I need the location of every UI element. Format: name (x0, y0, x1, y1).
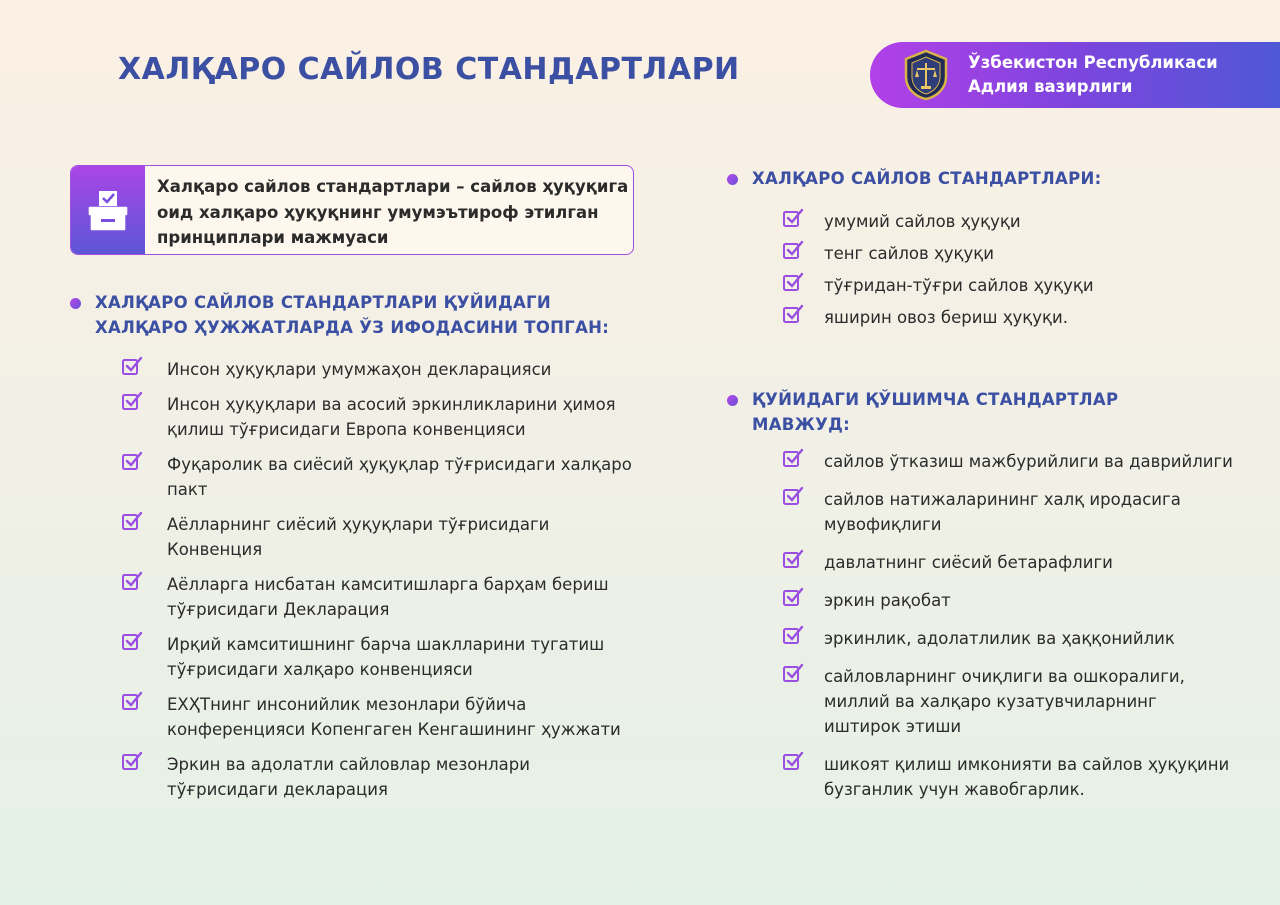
list-item (121, 632, 641, 682)
list-item (782, 449, 1237, 474)
list-item (121, 512, 641, 562)
standards-list (782, 209, 1242, 330)
list-item-text: Ирқий камситишнинг барча шаклларини тугатиш тўғрисидаги халқаро конвенцияси (167, 635, 605, 679)
checkbox-checked-icon (782, 239, 804, 261)
list-item (782, 209, 1242, 234)
list-item-text: Фуқаролик ва сиёсий ҳуқуқлар тўғрисидаги халқаро пакт (167, 455, 632, 499)
list-item-text: эркинлик, адолатлилик ва ҳаққонийлик (824, 629, 1175, 648)
list-item-text: сайловларнинг очиқлиги ва ошкоралиги, миллий ва халқаро кузатувчиларнинг иштирок этиши (824, 667, 1185, 736)
list-item (121, 752, 641, 802)
left-section-title-line1: ХАЛҚАРО САЙЛОВ СТАНДАРТЛАРИ ҚУЙИДАГИ (95, 293, 551, 312)
checkbox-checked-icon (782, 662, 804, 684)
list-item (121, 357, 641, 382)
list-item-text: Инсон ҳуқуқлари умумжаҳон декларацияси (167, 360, 552, 379)
ministry-emblem-icon (902, 49, 950, 101)
ministry-line2: Адлия вазирлиги (968, 77, 1133, 96)
list-item (121, 692, 641, 742)
checkbox-checked-icon (782, 624, 804, 646)
left-section-heading (70, 290, 609, 340)
list-item (121, 572, 641, 622)
list-item (782, 241, 1242, 266)
left-section-title-line2: ХАЛҚАРО ҲУЖЖАТЛАРДА ЎЗ ИФОДАСИНИ ТОПГАН: (95, 318, 610, 337)
list-item-text: ЕХҲТнинг инсонийлик мезонлари бўйича конференцияси Копенгаген Кенгашининг ҳужжати (167, 695, 621, 739)
ministry-banner (870, 42, 1280, 108)
bullet-dot-icon (727, 174, 738, 185)
checkbox-checked-icon (121, 390, 143, 412)
checkbox-checked-icon (782, 303, 804, 325)
list-item-text: Аёлларнинг сиёсий ҳуқуқлари тўғрисидаги Конвенция (167, 515, 550, 559)
definition-text: Халқаро сайлов стандартлари – сайлов ҳуқуқига оид халқаро ҳуқуқнинг умумэътироф этилган принциплари мажмуаси (157, 177, 629, 247)
checkbox-checked-icon (121, 750, 143, 772)
ministry-name (968, 51, 1218, 99)
page-title: ХАЛҚАРО САЙЛОВ СТАНДАРТЛАРИ (118, 52, 740, 87)
list-item (121, 392, 641, 442)
checkbox-checked-icon (121, 630, 143, 652)
list-item (782, 550, 1237, 575)
left-documents-list (121, 357, 641, 802)
ballot-box-icon (71, 166, 145, 254)
checkbox-checked-icon (121, 510, 143, 532)
checkbox-checked-icon (782, 586, 804, 608)
list-item-text: Аёлларга нисбатан камситишларга барҳам бериш тўғрисидаги Декларация (167, 575, 609, 619)
bullet-dot-icon (727, 395, 738, 406)
list-item (782, 588, 1237, 613)
checkbox-checked-icon (782, 750, 804, 772)
right-section2-heading (727, 387, 1118, 437)
list-item-text: Инсон ҳуқуқлари ва асосий эркинликларини ҳимоя қилиш тўғрисидаги Европа конвенцияси (167, 395, 616, 439)
checkbox-checked-icon (121, 570, 143, 592)
checkbox-checked-icon (782, 271, 804, 293)
right-section1-heading (727, 166, 1102, 191)
right-section2-title-line2: МАВЖУД: (752, 415, 851, 434)
list-item-text: сайлов ўтказиш мажбурийлиги ва даврийлиги (824, 452, 1233, 471)
definition-box (70, 165, 634, 255)
checkbox-checked-icon (782, 207, 804, 229)
list-item (782, 305, 1242, 330)
checkbox-checked-icon (782, 485, 804, 507)
checkbox-checked-icon (782, 447, 804, 469)
list-item (121, 452, 641, 502)
list-item-text: яширин овоз бериш ҳуқуқи. (824, 308, 1068, 327)
ministry-line1: Ўзбекистон Республикаси (968, 53, 1218, 72)
checkbox-checked-icon (121, 355, 143, 377)
list-item-text: шикоят қилиш имконияти ва сайлов ҳуқуқини бузганлик учун жавобгарлик. (824, 755, 1230, 799)
bullet-dot-icon (70, 298, 81, 309)
additional-standards-list (782, 449, 1237, 802)
checkbox-checked-icon (782, 548, 804, 570)
checkbox-checked-icon (121, 450, 143, 472)
list-item (782, 664, 1237, 739)
list-item-text: умумий сайлов ҳуқуқи (824, 212, 1021, 231)
list-item (782, 487, 1237, 537)
list-item-text: давлатнинг сиёсий бетарафлиги (824, 553, 1113, 572)
list-item (782, 626, 1237, 651)
list-item-text: тенг сайлов ҳуқуқи (824, 244, 994, 263)
right-section1-title: ХАЛҚАРО САЙЛОВ СТАНДАРТЛАРИ: (752, 169, 1102, 188)
list-item-text: Эркин ва адолатли сайловлар мезонлари тўғрисидаги декларация (167, 755, 530, 799)
list-item-text: эркин рақобат (824, 591, 951, 610)
right-section2-title-line1: ҚУЙИДАГИ ҚЎШИМЧА СТАНДАРТЛАР (752, 390, 1119, 409)
list-item-text: тўғридан-тўғри сайлов ҳуқуқи (824, 276, 1094, 295)
list-item-text: сайлов натижаларининг халқ иродасига мувофиқлиги (824, 490, 1181, 534)
list-item (782, 273, 1242, 298)
list-item (782, 752, 1237, 802)
checkbox-checked-icon (121, 690, 143, 712)
